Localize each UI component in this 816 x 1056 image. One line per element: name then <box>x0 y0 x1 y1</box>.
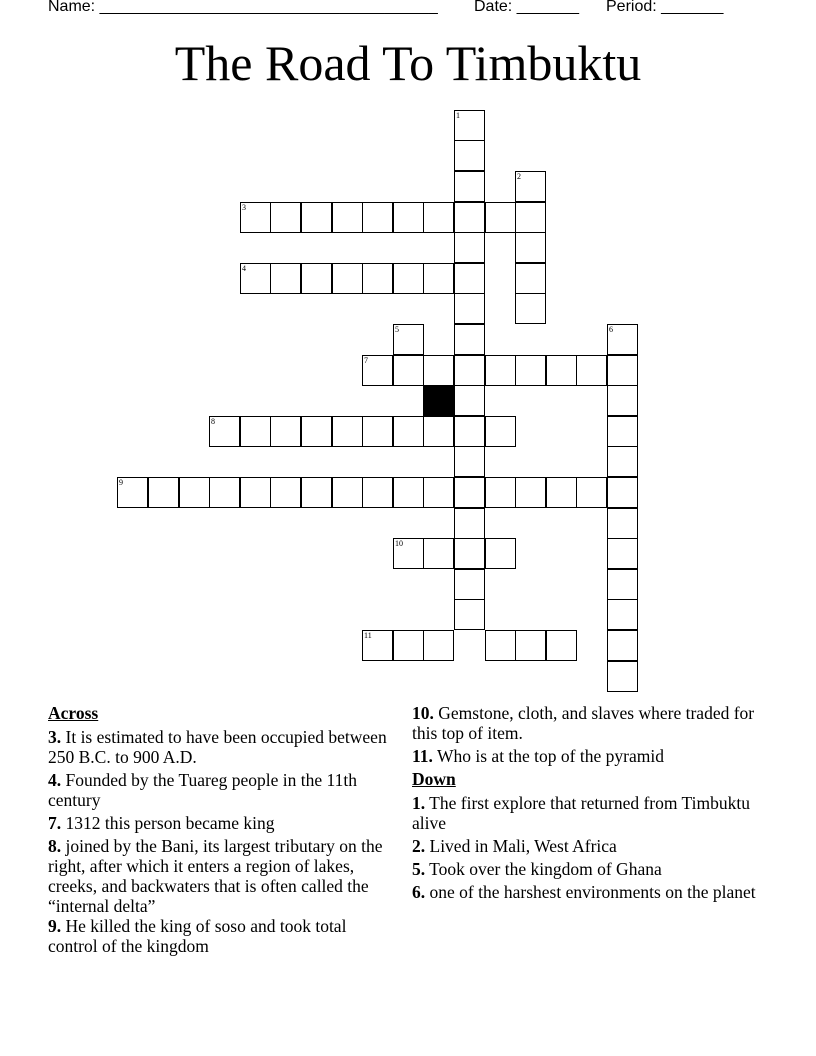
grid-cell[interactable] <box>454 538 485 569</box>
clue-number: 1 <box>456 111 460 120</box>
clue-number: 10 <box>395 539 403 548</box>
grid-cell[interactable] <box>362 477 393 508</box>
date-field-label: Date: _______ <box>474 0 579 15</box>
grid-cell[interactable] <box>209 416 240 447</box>
clue-number: 6 <box>609 325 613 334</box>
clue-number: 8 <box>211 417 215 426</box>
grid-cell[interactable] <box>515 630 546 661</box>
grid-cell[interactable] <box>423 355 454 386</box>
clue-number: 5 <box>395 325 399 334</box>
grid-cell[interactable] <box>454 569 485 600</box>
clue-across-3: 3. It is estimated to have been occupied between 250 B.C. to 900 A.D. <box>48 727 387 767</box>
across-heading: Across <box>48 703 99 723</box>
grid-cell[interactable] <box>454 355 485 386</box>
grid-cell[interactable] <box>607 599 638 630</box>
grid-cell[interactable] <box>209 477 240 508</box>
clue-down-2: 2. Lived in Mali, West Africa <box>412 836 617 856</box>
grid-cell[interactable] <box>607 508 638 539</box>
grid-cell[interactable] <box>454 416 485 447</box>
grid-cell[interactable] <box>393 538 424 569</box>
clue-across-9: 9. He killed the king of soso and took total control of the kingdom <box>48 916 347 956</box>
grid-cell[interactable] <box>423 630 454 661</box>
grid-cell[interactable] <box>454 446 485 477</box>
grid-cell[interactable] <box>515 477 546 508</box>
grid-cell[interactable] <box>301 477 332 508</box>
period-field-label: Period: _______ <box>606 0 724 15</box>
grid-cell[interactable] <box>454 477 485 508</box>
grid-cell[interactable] <box>454 324 485 355</box>
grid-cell[interactable] <box>485 202 516 233</box>
grid-cell[interactable] <box>423 202 454 233</box>
grid-cell[interactable] <box>454 293 485 324</box>
puzzle-title: The Road To Timbuktu <box>174 35 642 91</box>
grid-cell[interactable] <box>362 630 393 661</box>
clue-across-8: 8. joined by the Bani, its largest tributary on the right, after which it enters a region of lakes, creeks, and backwaters that is often called the “internal delta” <box>48 836 383 916</box>
grid-cell[interactable] <box>576 477 607 508</box>
grid-cell[interactable] <box>515 171 546 202</box>
clues-left-column <box>48 703 393 959</box>
grid-cell[interactable] <box>546 630 577 661</box>
grid-cell[interactable] <box>332 202 363 233</box>
grid-cell[interactable] <box>454 385 485 416</box>
grid-cell[interactable] <box>270 202 301 233</box>
name-field-label: Name: ______________________________________ <box>48 0 438 15</box>
grid-cell[interactable] <box>454 232 485 263</box>
grid-cell[interactable] <box>485 355 516 386</box>
grid-cell[interactable] <box>607 385 638 416</box>
grid-cell[interactable] <box>240 263 271 294</box>
clue-across-10: 10. Gemstone, cloth, and slaves where traded for this top of item. <box>412 703 755 743</box>
grid-cell[interactable] <box>515 232 546 263</box>
grid-block <box>423 385 454 416</box>
down-heading: Down <box>412 769 456 789</box>
grid-cell[interactable] <box>332 263 363 294</box>
grid-cell[interactable] <box>301 263 332 294</box>
grid-cell[interactable] <box>607 324 638 355</box>
grid-cell[interactable] <box>607 538 638 569</box>
clue-down-5: 5. Took over the kingdom of Ghana <box>412 859 662 879</box>
grid-cell[interactable] <box>301 202 332 233</box>
grid-cell[interactable] <box>607 661 638 692</box>
grid-cell[interactable] <box>362 202 393 233</box>
clue-down-6: 6. one of the harshest environments on the planet <box>412 882 756 902</box>
grid-cell[interactable] <box>454 202 485 233</box>
grid-cell[interactable] <box>607 569 638 600</box>
grid-cell[interactable] <box>423 416 454 447</box>
clue-down-1: 1. The first explore that returned from Timbuktu alive <box>412 793 750 833</box>
grid-cell[interactable] <box>332 416 363 447</box>
grid-cell[interactable] <box>270 416 301 447</box>
grid-cell[interactable] <box>515 263 546 294</box>
grid-cell[interactable] <box>393 324 424 355</box>
grid-cell[interactable] <box>270 263 301 294</box>
grid-cell[interactable] <box>393 416 424 447</box>
grid-cell[interactable] <box>240 416 271 447</box>
grid-cell[interactable] <box>454 110 485 141</box>
grid-cell[interactable] <box>546 355 577 386</box>
grid-cell[interactable] <box>546 477 577 508</box>
grid-cell[interactable] <box>485 477 516 508</box>
grid-cell[interactable] <box>148 477 179 508</box>
grid-cell[interactable] <box>454 263 485 294</box>
grid-cell[interactable] <box>515 293 546 324</box>
grid-cell[interactable] <box>393 477 424 508</box>
grid-cell[interactable] <box>423 263 454 294</box>
grid-cell[interactable] <box>485 416 516 447</box>
grid-cell[interactable] <box>362 416 393 447</box>
clue-across-4: 4. Founded by the Tuareg people in the 11th century <box>48 770 357 810</box>
grid-cell[interactable] <box>607 416 638 447</box>
clue-number: 7 <box>364 356 368 365</box>
grid-cell[interactable] <box>301 416 332 447</box>
grid-cell[interactable] <box>393 263 424 294</box>
grid-cell[interactable] <box>485 538 516 569</box>
grid-cell[interactable] <box>117 477 148 508</box>
grid-cell[interactable] <box>362 263 393 294</box>
clue-number: 3 <box>242 203 246 212</box>
grid-cell[interactable] <box>423 477 454 508</box>
grid-cell[interactable] <box>393 202 424 233</box>
grid-cell[interactable] <box>240 477 271 508</box>
clue-number: 11 <box>364 631 372 640</box>
grid-cell[interactable] <box>607 446 638 477</box>
grid-cell[interactable] <box>362 355 393 386</box>
grid-cell[interactable] <box>515 355 546 386</box>
clues-right-column <box>412 703 757 905</box>
grid-cell[interactable] <box>270 477 301 508</box>
grid-cell[interactable] <box>607 630 638 661</box>
clue-across-11: 11. Who is at the top of the pyramid <box>412 746 664 766</box>
grid-cell[interactable] <box>454 171 485 202</box>
grid-cell[interactable] <box>240 202 271 233</box>
grid-cell[interactable] <box>515 202 546 233</box>
grid-cell[interactable] <box>454 599 485 630</box>
grid-cell[interactable] <box>607 477 638 508</box>
grid-cell[interactable] <box>576 355 607 386</box>
grid-cell[interactable] <box>423 538 454 569</box>
grid-cell[interactable] <box>393 355 424 386</box>
grid-cell[interactable] <box>332 477 363 508</box>
clue-number: 9 <box>119 478 123 487</box>
grid-cell[interactable] <box>485 630 516 661</box>
grid-cell[interactable] <box>454 508 485 539</box>
clue-number: 2 <box>517 172 521 181</box>
clue-across-7: 7. 1312 this person became king <box>48 813 275 833</box>
grid-cell[interactable] <box>454 140 485 171</box>
grid-cell[interactable] <box>393 630 424 661</box>
grid-cell[interactable] <box>179 477 210 508</box>
clue-number: 4 <box>242 264 246 273</box>
grid-cell[interactable] <box>607 355 638 386</box>
